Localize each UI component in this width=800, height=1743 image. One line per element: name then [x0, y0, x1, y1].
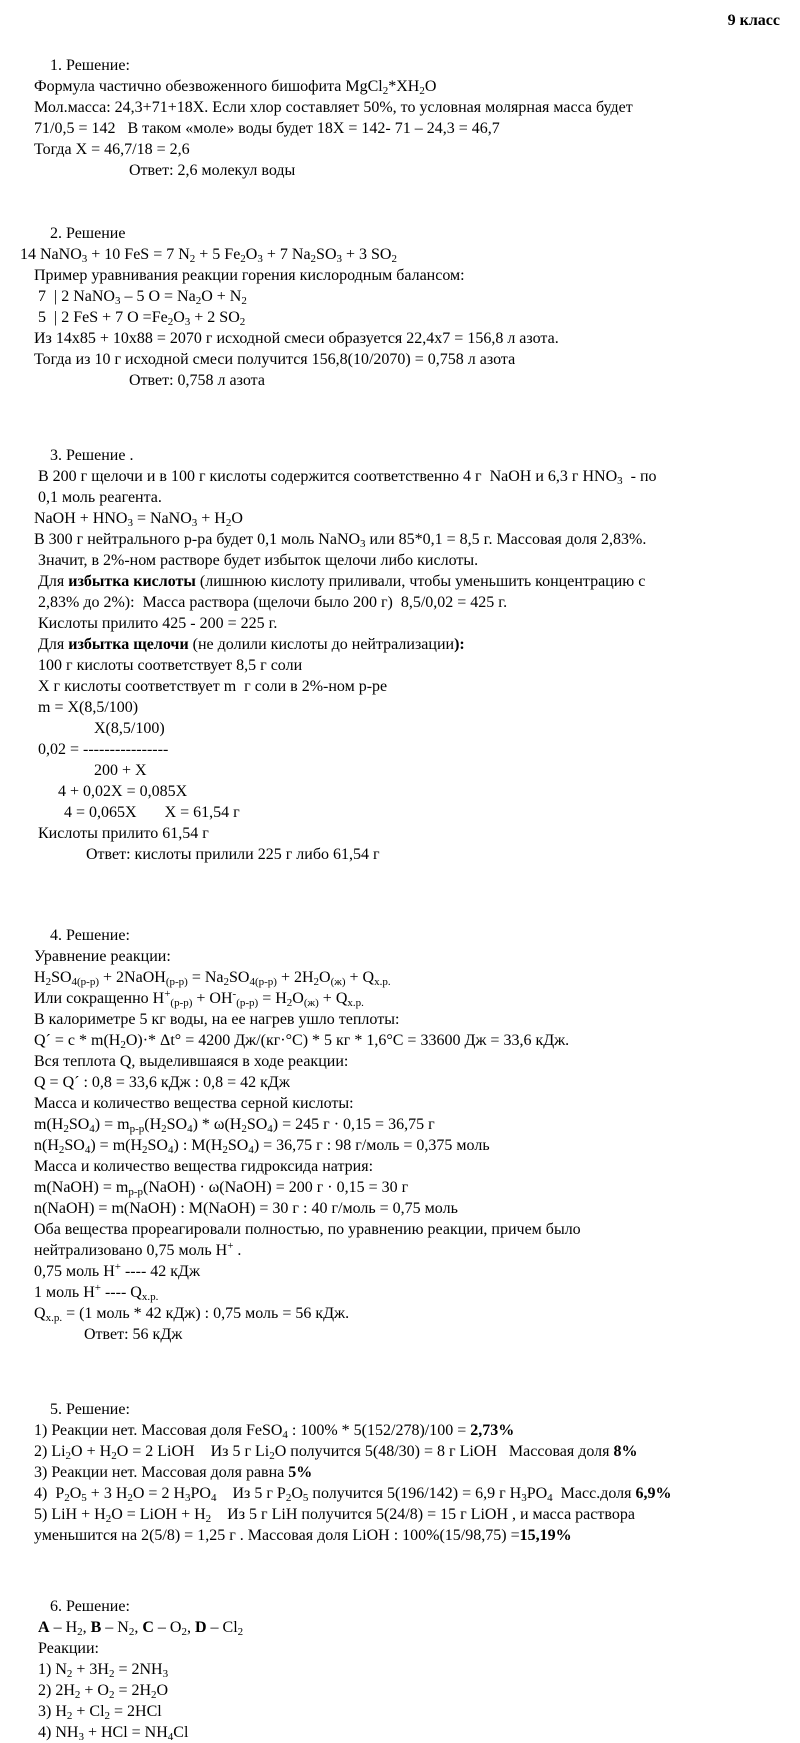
text-line: Тогда из 10 г исходной смеси получится 156,8(10/2070) = 0,758 л азота	[34, 351, 516, 368]
solution-1-answer: Ответ: 2,6 молекул воды	[129, 162, 296, 179]
text-line: 4 + 0,02X = 0,085X	[58, 783, 188, 800]
solution-3	[34, 445, 784, 865]
text-line: 5 | 2 FeS + 7 $O =Fe_2O_3 + 2$ $SO_2$	[34, 309, 246, 328]
text-line: NaOH + $HNO_3$ = NaNO$_3$ + $H_2O$	[34, 510, 243, 529]
text-line: Вся теплота Q, выделившаяся в ходе реакции:	[34, 1053, 349, 1070]
solution-1-title: 1. Решение:	[50, 57, 130, 74]
solutions-document	[20, 55, 784, 1743]
text-line: 1 моль H+ ---- $Q_{х.р.}$	[34, 1282, 159, 1303]
text-line: Тогда X = 46,7/18 = 2,6	[34, 141, 190, 158]
solution-2-title: 2. Решение	[50, 225, 126, 242]
text-line: 3) Реакции нет. Массовая доля равна 5%	[34, 1464, 313, 1481]
solution-4-title: 4. Решение:	[50, 927, 130, 944]
text-line: 71/0,5 = 142 В таком «моле» воды будет 18X = 142- 71 – 24,3 = 46,7	[34, 120, 500, 137]
solution-1	[34, 55, 784, 181]
text-line: $Q_{х.р.} = (1$ моль * 42 кДж) : 0,75 моль = 56 кДж.	[34, 1305, 350, 1324]
text-line: Масса и количество вещества гидроксида натрия:	[34, 1158, 374, 1175]
text-line: Кислоты прилито 61,54 г	[38, 825, 209, 842]
text-line: уменьшится на 2(5/8) = 1,25 г . Массовая доля LiOH : 100%(15/98,75) =15,19%	[34, 1527, 572, 1544]
solution-3-title: 3. Решение .	[50, 447, 134, 464]
text-line: 200 + X	[94, 762, 147, 779]
reaction-equation: 2) $2H_2 + O_2 = 2H_2O$	[38, 1682, 169, 1701]
text-line: 0,75 моль H+ ---- 42 кДж	[34, 1261, 201, 1280]
text-line: Мол.масса: 24,3+71+18X. Если хлор составляет 50%, то условная молярная масса будет	[34, 99, 633, 116]
text-line: Пример уравнивания реакции горения кислородным балансом:	[34, 267, 465, 284]
text-line: В калориметре 5 кг воды, на ее нагрев ушло теплоты:	[34, 1011, 400, 1028]
solution-6	[34, 1596, 784, 1743]
text-line: 1) Реакции нет. Массовая доля FeSO$_4$ : 100% * 5(152/278)/100 = 2,73%	[34, 1422, 515, 1441]
text-line: m = X(8,5/100)	[38, 699, 139, 716]
text-line: Для избытка щелочи (не долили кислоты до нейтрализации):	[38, 636, 465, 653]
solution-2	[20, 223, 784, 391]
text-line: Реакции:	[38, 1640, 99, 1657]
text-line: 2,83% до 2%): Масса раствора (щелочи было 200 г) 8,5/0,02 = 425 г.	[38, 594, 508, 611]
solution-6-title: 6. Решение:	[50, 1598, 130, 1615]
text-line: Уравнение реакции:	[34, 948, 171, 965]
text-line: 0,02 = ----------------	[38, 741, 169, 758]
text-line: нейтрализовано 0,75 моль H+ .	[34, 1240, 242, 1259]
solution-5	[34, 1399, 784, 1546]
text-line: n(NaOH) = m(NaOH) : M(NaOH) = 30 г : 40 г/моль = 0,75 моль	[34, 1200, 458, 1217]
text-line: 2) $Li_2O + H_2O = 2$ LiOH Из 5 г $Li_2O$ получится 5(48/30) = 8 г LiOH Массовая доля 8%	[34, 1443, 638, 1462]
reaction-equation: 14 NaNO$_3$ + 10 FeS = 7 $N_2 + 5$ $Fe_2O_3 + 7$ $Na_2SO_3 + 3$ $SO_2$	[20, 246, 397, 265]
text-line: Значит, в 2%-ном растворе будет избыток щелочи либо кислоты.	[38, 552, 479, 569]
text-line: X(8,5/100)	[94, 720, 165, 737]
text-line: 0,1 моль реагента.	[38, 489, 162, 506]
text-line: Формула частично обезвоженного бишофита $MgCl_2*XH_2O$	[34, 78, 437, 97]
solution-4-answer: Ответ: 56 кДж	[84, 1326, 183, 1343]
text-line: Из 14x85 + 10x88 = 2070 г исходной смеси образуется 22,4x7 = 156,8 л азота.	[34, 330, 559, 347]
text-line: 7 | 2 NaNO$_3$ – 5 $O = Na_2O + N_2$	[34, 288, 247, 307]
reaction-equation: 3) $H_2 + Cl_2 = 2HCl$	[38, 1703, 162, 1722]
reaction-equation: 1) $N_2 + 3H_2 = 2NH_3$	[38, 1661, 169, 1680]
solution-2-answer: Ответ: 0,758 л азота	[129, 372, 265, 389]
text-line: Масса и количество вещества серной кислоты:	[34, 1095, 354, 1112]
text-line: В 200 г щелочи и в 100 г кислоты содержится соответственно 4 г NaOH и 6,3 г $HNO_3$ - по	[38, 468, 657, 487]
text-line: Кислоты прилито 425 - 200 = 225 г.	[38, 615, 278, 632]
reaction-equation: Или сокращенно $H^+_{(р-р)} + OH^-_{(р-р)} = H_2O_{(ж)} + Q_{х.р.}$	[34, 988, 364, 1009]
text-line: В 300 г нейтрального р-ра будет 0,1 моль NaNO$_3$ или 85*0,1 = 8,5 г. Массовая доля 2,83%.	[34, 531, 647, 550]
text-line: A – $H_2$, B – $N_2$, C – $O_2$, D – $Cl_2$	[38, 1619, 244, 1638]
text-line: Оба вещества прореагировали полностью, по уравнению реакции, причем было	[34, 1221, 581, 1238]
text-line: X г кислоты соответствует m г соли в 2%-ном р-ре	[38, 678, 388, 695]
text-line: Для избытка кислоты (лишнюю кислоту приливали, чтобы уменьшить концентрацию с	[38, 573, 646, 590]
reaction-equation: 4) $NH_3$ + HCl = $NH_4Cl$	[38, 1724, 189, 1743]
text-line: m(NaOH) = $m_{р-р}(NaOH)$ · ω(NaOH) = 200 г · 0,15 = 30 г	[34, 1179, 409, 1198]
grade-label: 9 класс	[727, 12, 780, 29]
text-line: 4 = 0,065X X = 61,54 г	[64, 804, 240, 821]
solution-3-answer: Ответ: кислоты прилили 225 г либо 61,54 г	[86, 846, 380, 863]
text-line: $m(H_2SO_4) = m_{р-р}(H_2SO_4) * \omega(H_2SO_4) = 245$ г · 0,15 = 36,75 г	[34, 1116, 435, 1135]
reaction-equation: $H_2SO_{4(р-р)}$ + 2NaOH$_{(р-р)}$ = $Na_2SO_{4(р-р)} + 2H_2O_{(ж)} + Q_{х.р.}$	[34, 969, 391, 988]
solution-5-title: 5. Решение:	[50, 1401, 130, 1418]
text-line: 4) $P_2O_5 + 3$ $H_2O = 2$ $H_3PO_4$ Из 5 г $P_2O_5$ получится 5(196/142) = 6,9 г $H_3PO_4$ Масс.доля 6,9%	[34, 1485, 672, 1504]
solution-4	[34, 925, 784, 1345]
text-line: $n(H_2SO_4) = m(H_2SO_4)$ : $M(H_2SO_4) = 36,75$ г : 98 г/моль = 0,375 моль	[34, 1137, 490, 1156]
text-line: Q = Q´ : 0,8 = 33,6 кДж : 0,8 = 42 кДж	[34, 1074, 290, 1091]
text-line: 5) LiH + $H_2O$ = LiOH + $H_2$ Из 5 г LiH получится 5(24/8) = 15 г LiOH , и масса раствора	[34, 1506, 635, 1525]
text-line: Q´ = $c * m(H_2O)\cdot*$ Δt° = 4200 Дж/(кг·°C) * 5 кг * 1,6°C = 33600 Дж = 33,6 кДж.	[34, 1032, 570, 1051]
text-line: 100 г кислоты соответствует 8,5 г соли	[38, 657, 303, 674]
